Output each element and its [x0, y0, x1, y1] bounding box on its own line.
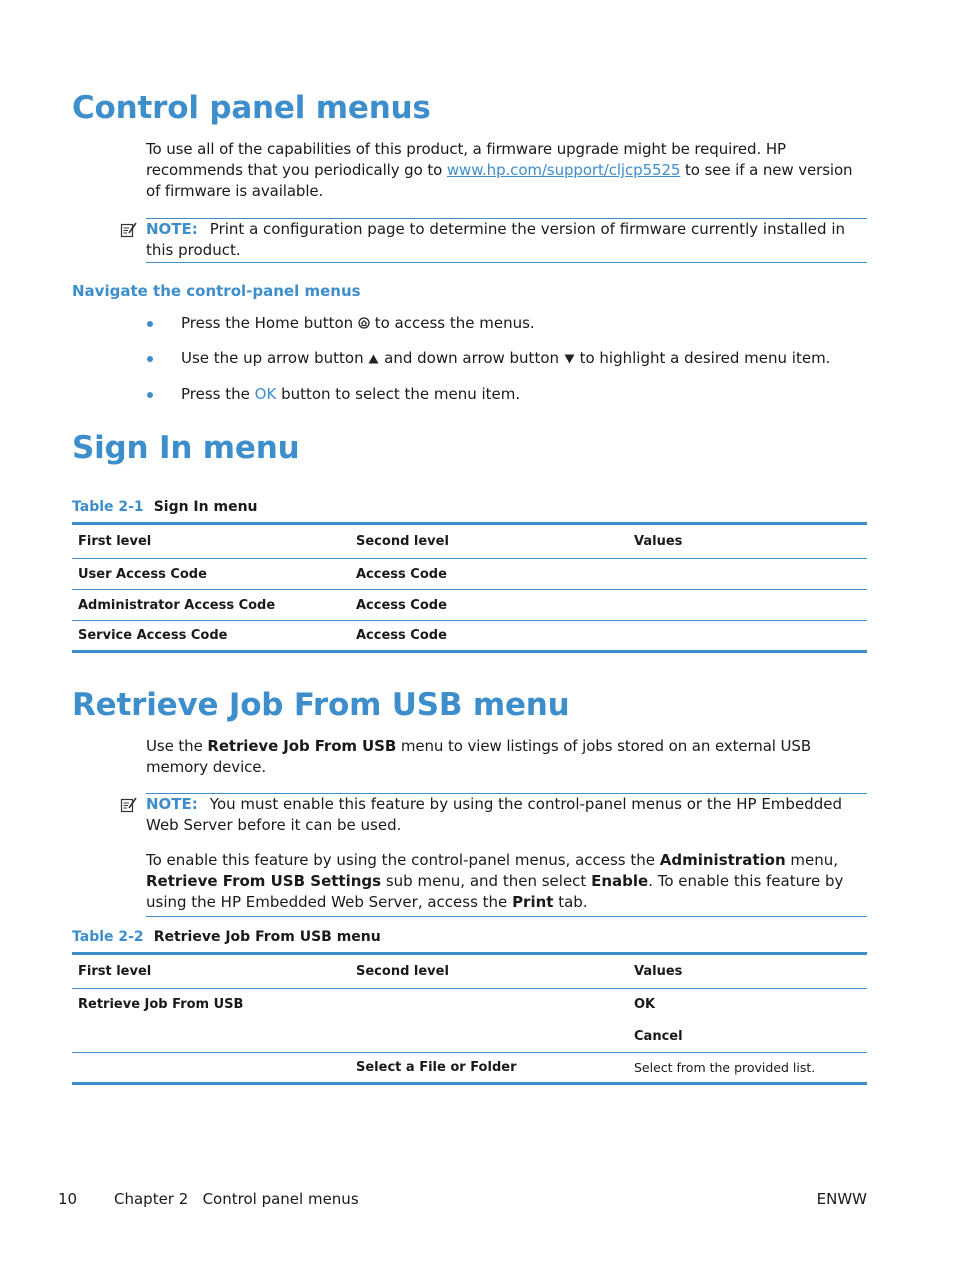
intro-text-after: to see if a new version of firmware is available. — [146, 161, 853, 200]
column-header: Values — [634, 964, 683, 979]
down-arrow-icon — [564, 354, 575, 364]
bullet-text: Press the — [181, 385, 255, 403]
note-text: . To enable this feature by using the HP Embedded Web Server, access the — [146, 872, 844, 911]
bullet-item-arrows — [181, 348, 830, 368]
table-caption-signin — [72, 498, 258, 516]
bullet-item-ok — [181, 384, 520, 404]
bullet-text: and down arrow button — [384, 349, 560, 367]
bullet-item-home — [181, 313, 535, 333]
page-number: 10 — [58, 1190, 78, 1208]
table-cell — [628, 559, 867, 590]
menu-name: Administration — [659, 851, 786, 869]
section-heading-navigate: Navigate the control-panel menus — [72, 282, 361, 300]
note-icon — [120, 796, 138, 818]
menu-name: Print — [512, 893, 554, 911]
bullet-text: to access the menus. — [374, 314, 535, 332]
usb-intro-text: menu to view listings of jobs stored on an external USB memory device. — [146, 737, 812, 776]
bullet-dot — [147, 321, 153, 327]
menu-name: Enable — [591, 872, 649, 890]
note-text: sub menu, and then select — [381, 872, 592, 890]
up-arrow-icon — [368, 354, 379, 364]
table-caption-title: Retrieve Job From USB menu — [153, 929, 381, 945]
note-box — [146, 218, 867, 263]
table-cell: Access Code — [356, 566, 447, 582]
table-cell: Select a File or Folder — [356, 1060, 517, 1075]
footer-chapter: Chapter 2 Control panel menus — [114, 1190, 359, 1208]
table-cell — [72, 1053, 350, 1084]
intro-paragraph — [146, 139, 868, 202]
menu-name: Retrieve From USB Settings — [146, 872, 382, 890]
bullet-text: to highlight a desired menu item. — [579, 349, 831, 367]
bullet-text: Press the Home button — [181, 314, 354, 332]
note-text: tab. — [553, 893, 588, 911]
note-paragraph — [146, 850, 867, 913]
home-button-icon — [358, 317, 370, 329]
note-label: NOTE: — [146, 795, 198, 813]
table-cell — [350, 989, 628, 1021]
table-cell: Cancel — [634, 1028, 683, 1044]
firmware-link[interactable]: www.hp.com/support/cljcp5525 — [446, 161, 681, 179]
footer-right: ENWW — [816, 1190, 867, 1208]
bullet-text: button to select the menu item. — [276, 385, 521, 403]
note-text: menu, — [785, 851, 839, 869]
note-icon — [120, 221, 138, 243]
table-cell: User Access Code — [78, 566, 207, 582]
table-cell: Service Access Code — [78, 628, 228, 643]
table-row — [72, 559, 867, 590]
table-row — [72, 1053, 867, 1084]
table-cell: Access Code — [356, 597, 447, 613]
table-cell: Select from the provided list. — [634, 1060, 816, 1075]
table-row — [72, 621, 867, 652]
signin-table — [72, 522, 867, 653]
table-number: Table 2-1 — [72, 499, 144, 515]
table-cell: Access Code — [356, 628, 447, 643]
usb-table — [72, 952, 867, 1085]
table-header-row — [72, 954, 867, 989]
note-text: You must enable this feature by using the control-panel menus or the HP Embedded Web Server before it can be used. — [146, 795, 842, 834]
table-row — [72, 1021, 867, 1053]
column-header: First level — [78, 534, 152, 549]
table-cell — [72, 1021, 350, 1053]
column-header: Second level — [356, 964, 449, 979]
bullet-text: Use the up arrow button — [181, 349, 364, 367]
table-header-row — [72, 524, 867, 559]
note-text: Print a configuration page to determine the version of firmware currently installed in this product. — [146, 220, 845, 259]
table-caption-usb — [72, 928, 381, 946]
column-header: Second level — [356, 534, 449, 549]
table-cell — [628, 621, 867, 652]
note-text: To enable this feature by using the control-panel menus, access the — [146, 851, 660, 869]
column-header: First level — [78, 964, 152, 979]
table-row — [72, 989, 867, 1021]
note-paragraph — [146, 794, 867, 836]
table-caption-title: Sign In menu — [153, 499, 258, 515]
page-title: Control panel menus — [72, 90, 431, 126]
usb-intro-text: Use the — [146, 737, 208, 755]
intro-text-before: To use all of the capabilities of this product, a firmware upgrade might be required. HP recommends that you periodically go to — [146, 140, 786, 179]
table-cell: Retrieve Job From USB — [78, 997, 244, 1013]
usb-menu-name: Retrieve Job From USB — [207, 737, 397, 755]
note-box — [146, 793, 867, 917]
bullet-dot — [147, 392, 153, 398]
column-header: Values — [634, 534, 683, 549]
ok-button-label: OK — [254, 385, 277, 403]
table-cell: OK — [634, 997, 656, 1013]
table-row — [72, 590, 867, 621]
usb-intro-paragraph — [146, 736, 868, 778]
bullet-dot — [147, 356, 153, 362]
table-cell: Administrator Access Code — [78, 597, 276, 613]
section-title-usb: Retrieve Job From USB menu — [72, 687, 570, 723]
section-title-signin: Sign In menu — [72, 430, 300, 466]
table-cell — [628, 590, 867, 621]
table-number: Table 2-2 — [72, 929, 144, 945]
note-label: NOTE: — [146, 220, 198, 238]
table-cell — [350, 1021, 628, 1053]
